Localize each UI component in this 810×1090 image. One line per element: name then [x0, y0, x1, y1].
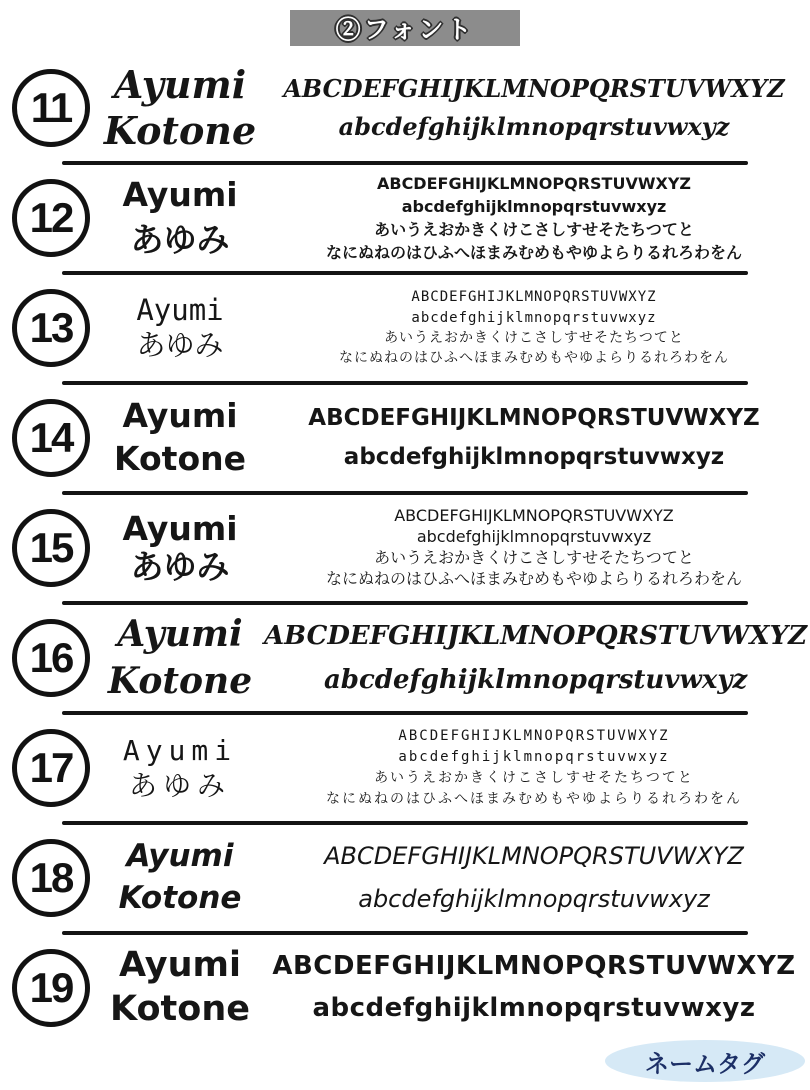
font-name-line: Kotone — [110, 989, 250, 1029]
alphabet-line: あいうえおかきくけこさしすせそたちつてと — [374, 548, 694, 567]
font-name-line: Ayumi — [136, 293, 224, 328]
font-number: 15 — [29, 524, 73, 571]
font-name-sample — [96, 173, 264, 262]
font-number-badge — [12, 949, 90, 1027]
font-sample-row — [0, 163, 810, 273]
font-alphabet-sample — [264, 172, 804, 265]
font-sample-row — [0, 933, 810, 1043]
font-alphabet-sample — [264, 70, 804, 147]
alphabet-line: あいうえおかきくけこさしすせそたちつてと — [384, 330, 684, 346]
font-alphabet-sample — [264, 835, 804, 921]
font-name-sample — [96, 611, 264, 705]
alphabet-line: ABCDEFGHIJKLMNOPQRSTUVWXYZ — [264, 620, 808, 651]
alphabet-line: ABCDEFGHIJKLMNOPQRSTUVWXYZ — [272, 951, 796, 982]
alphabet-line: なにぬねのはひふへほまみむめもやゆよらりるれろわをん — [339, 350, 729, 367]
font-name-line: Ayumi — [122, 509, 238, 549]
font-sample-row — [0, 603, 810, 713]
alphabet-line: abcdefghijklmnopqrstuvwxyz — [401, 196, 667, 216]
alphabet-line: ABCDEFGHIJKLMNOPQRSTUVWXYZ — [411, 289, 657, 306]
font-list — [0, 53, 810, 1043]
font-name-line: あゆみ — [136, 328, 224, 362]
alphabet-line: あいうえおかきくけこさしすせそたちつてと — [374, 220, 694, 239]
alphabet-line: あいうえおかきくけこさしすせそたちつてと — [374, 770, 694, 786]
font-name-line: Kotone — [118, 880, 242, 916]
font-number: 17 — [29, 744, 73, 791]
font-number: 12 — [29, 194, 73, 241]
font-name-sample — [96, 395, 264, 481]
font-name-line: あゆみ — [128, 769, 231, 802]
font-name-sample — [96, 510, 264, 586]
alphabet-line: ABCDEFGHIJKLMNOPQRSTUVWXYZ — [324, 841, 744, 870]
alphabet-line: abcdefghijklmnopqrstuvwxyz — [398, 749, 670, 765]
font-name-line: Ayumi — [117, 613, 243, 656]
alphabet-line: abcdefghijklmnopqrstuvwxyz — [338, 112, 730, 141]
alphabet-line: ABCDEFGHIJKLMNOPQRSTUVWXYZ — [394, 506, 674, 526]
alphabet-line: abcdefghijklmnopqrstuvwxyz — [411, 309, 657, 326]
font-alphabet-sample — [264, 726, 804, 810]
font-name-sample — [96, 293, 264, 363]
alphabet-line: なにぬねのはひふへほまみむめもやゆよらりるれろわをん — [325, 243, 742, 263]
alphabet-line: abcdefghijklmnopqrstuvwxyz — [416, 527, 652, 547]
font-number-badge — [12, 179, 90, 257]
font-sample-row — [0, 53, 810, 163]
font-alphabet-sample — [264, 399, 804, 477]
font-name-sample — [96, 944, 264, 1032]
font-number: 19 — [29, 964, 73, 1011]
alphabet-line: ABCDEFGHIJKLMNOPQRSTUVWXYZ — [398, 728, 670, 744]
font-name-line: Ayumi — [118, 945, 242, 986]
font-name-line: Ayumi — [122, 175, 238, 215]
section-title-banner — [290, 10, 520, 46]
font-catalog-page — [0, 10, 810, 1078]
font-number: 14 — [29, 414, 73, 461]
font-name-line: あゆみ — [130, 220, 230, 259]
font-sample-row — [0, 823, 810, 933]
alphabet-line: なにぬねのはひふへほまみむめもやゆよらりるれろわをん — [326, 791, 742, 807]
font-alphabet-sample — [264, 506, 804, 589]
font-alphabet-sample — [264, 287, 804, 368]
font-sample-row — [0, 493, 810, 603]
alphabet-line: ABCDEFGHIJKLMNOPQRSTUVWXYZ — [376, 173, 692, 193]
font-number-badge — [12, 509, 90, 587]
alphabet-line: abcdefghijklmnopqrstuvwxyz — [343, 444, 725, 470]
font-number-badge — [12, 69, 90, 147]
alphabet-line: abcdefghijklmnopqrstuvwxyz — [323, 665, 748, 695]
font-number: 18 — [29, 854, 73, 901]
font-number-badge — [12, 619, 90, 697]
alphabet-line: ABCDEFGHIJKLMNOPQRSTUVWXYZ — [308, 404, 760, 431]
font-number-badge — [12, 729, 90, 807]
font-number-badge — [12, 839, 90, 917]
font-name-line: Ayumi — [122, 734, 238, 767]
name-tag-badge: ネームタグ — [605, 1040, 805, 1082]
font-name-line: あゆみ — [130, 547, 230, 586]
font-number-badge — [12, 289, 90, 367]
alphabet-line: abcdefghijklmnopqrstuvwxyz — [358, 885, 710, 913]
font-name-line: Ayumi — [126, 838, 234, 875]
font-name-sample — [96, 733, 264, 803]
alphabet-line: ABCDEFGHIJKLMNOPQRSTUVWXYZ — [283, 73, 785, 103]
alphabet-line: abcdefghijklmnopqrstuvwxyz — [312, 993, 756, 1023]
font-number: 13 — [29, 304, 73, 351]
font-name-line: Kotone — [103, 108, 257, 153]
font-name-line: Kotone — [107, 660, 253, 702]
font-sample-row — [0, 383, 810, 493]
font-number: 16 — [29, 634, 73, 681]
font-sample-row — [0, 713, 810, 823]
font-name-line: Ayumi — [113, 62, 247, 108]
font-alphabet-sample — [264, 614, 807, 702]
font-number-badge — [12, 399, 90, 477]
font-name-line: Kotone — [114, 439, 246, 478]
font-name-sample — [96, 62, 264, 153]
font-number: 11 — [30, 84, 72, 131]
font-alphabet-sample — [264, 946, 804, 1029]
font-name-line: Ayumi — [122, 396, 238, 436]
section-title: ②フォント — [335, 16, 475, 44]
font-sample-row — [0, 273, 810, 383]
font-name-sample — [96, 836, 264, 920]
alphabet-line: なにぬねのはひふへほまみむめもやゆよらりるれろわをん — [325, 568, 742, 588]
